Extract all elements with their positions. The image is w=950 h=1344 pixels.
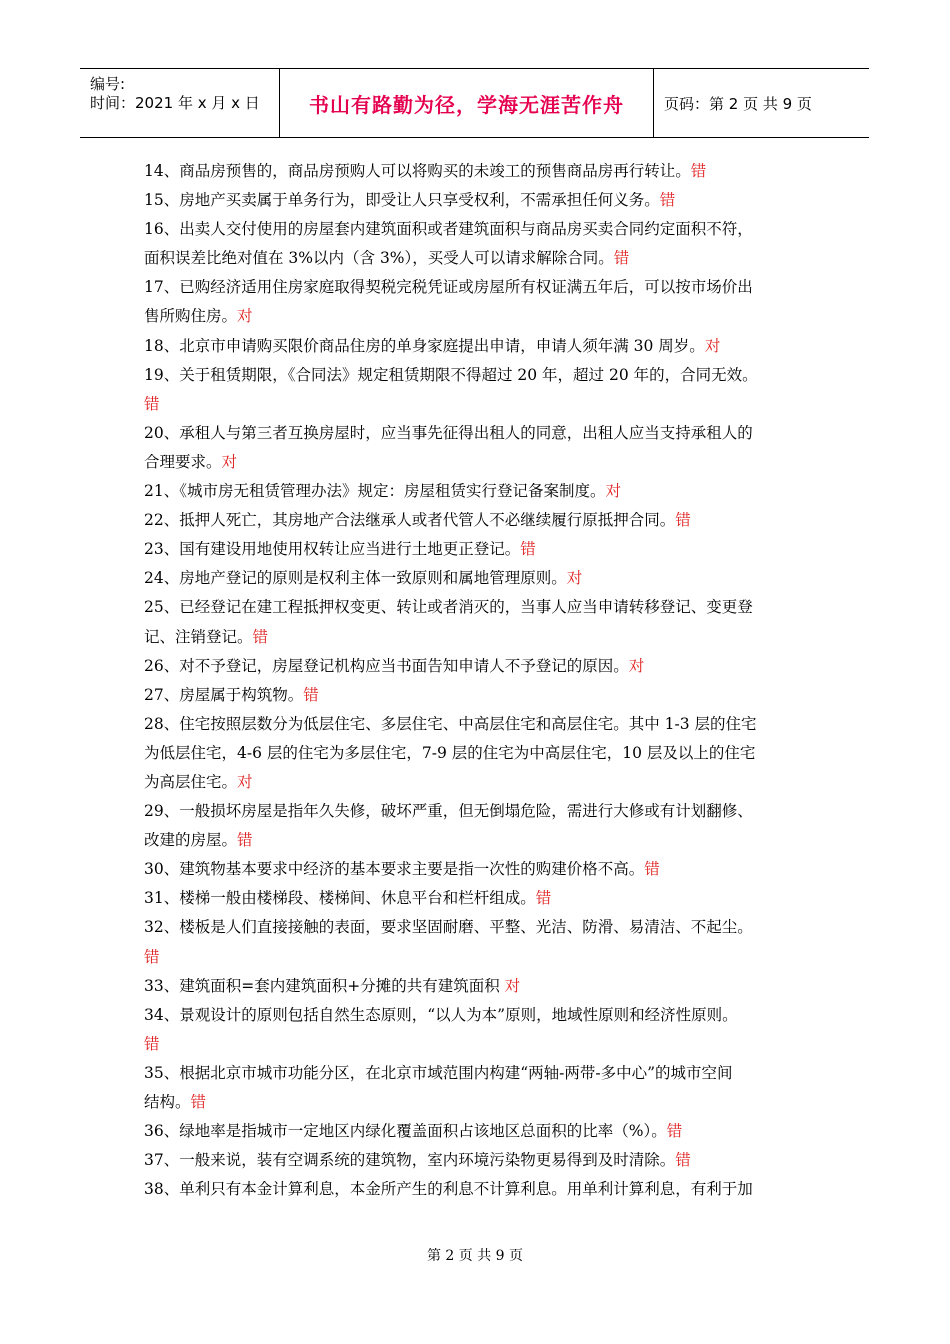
text-line [144, 797, 812, 826]
text-line [144, 710, 812, 739]
answer-mark: 对 [628, 656, 645, 675]
line-text: 24、房地产登记的原则是权利主体一致原则和属地管理原则。 [144, 569, 567, 588]
line-text: 16、出卖人交付使用的房屋套内建筑面积或者建筑面积与商品房买卖合同约定面积不符， [144, 220, 753, 239]
answer-mark: 错 [252, 627, 269, 646]
text-line [144, 332, 812, 361]
text-line [144, 361, 812, 390]
line-text: 35、根据北京市城市功能分区，在北京市域范围内构建“两轴-两带-多中心”的城市空间 [144, 1063, 733, 1082]
text-line [144, 1088, 812, 1117]
line-text: 为低层住宅，4-6 层的住宅为多层住宅，7-9 层的住宅为中高层住宅，10 层及以上的住宅 [144, 743, 756, 762]
line-text: 25、已经登记在建工程抵押权变更、转让或者消灭的，当事人应当申请转移登记、变更登 [144, 598, 753, 617]
line-text: 33、建筑面积=套内建筑面积+分摊的共有建筑面积 [144, 976, 505, 995]
answer-mark: 错 [659, 191, 676, 210]
text-line [144, 419, 812, 448]
time-label: 时间：2021 年 x 月 x 日 [90, 94, 260, 112]
line-text: 记、注销登记。 [144, 627, 253, 646]
answer-mark: 错 [535, 889, 552, 908]
line-text: 合理要求。 [144, 452, 222, 471]
line-text: 面积误差比绝对值在 3%以内（含 3%），买受人可以请求解除合同。 [144, 249, 614, 268]
line-text: 19、关于租赁期限，《合同法》规定租赁期限不得超过 20 年，超过 20 年的，合同无效。 [144, 365, 758, 384]
answer-mark: 错 [144, 394, 160, 413]
line-text: 38、单利只有本金计算利息，本金所产生的利息不计算利息。用单利计算利息，有利于加 [144, 1180, 753, 1199]
text-line [144, 157, 812, 186]
text-line [144, 477, 812, 506]
line-text: 改建的房屋。 [144, 831, 238, 850]
answer-mark: 错 [675, 511, 691, 530]
answer-mark: 错 [144, 947, 160, 966]
answer-mark: 对 [605, 482, 621, 501]
answer-mark: 对 [504, 976, 521, 995]
answer-mark: 错 [613, 249, 630, 268]
text-line [144, 681, 812, 710]
line-text: 为高层住宅。 [144, 772, 238, 791]
line-text: 37、一般来说，装有空调系统的建筑物，室内环境污染物更易得到及时清除。 [144, 1151, 676, 1170]
text-line [144, 186, 812, 215]
line-text: 32、楼板是人们直接接触的表面，要求坚固耐磨、平整、光洁、防滑、易清洁、不起尘。 [144, 918, 753, 937]
answer-mark: 错 [520, 540, 536, 559]
text-line [144, 943, 812, 972]
serial-label: 编号: [90, 75, 126, 93]
text-line [144, 448, 812, 477]
answer-mark: 错 [144, 1034, 160, 1053]
line-text: 14、商品房预售的，商品房预购人可以将购买的未竣工的预售商品房再行转让。 [144, 162, 691, 180]
header-motto: 书山有路勤为径，学海无涯苦作舟 [280, 69, 654, 137]
answer-mark: 错 [190, 1093, 207, 1111]
answer-mark: 错 [237, 831, 253, 850]
answer-mark: 错 [303, 685, 319, 704]
text-line [144, 884, 812, 913]
page-footer: 第 2 页 共 9 页 [426, 1248, 524, 1264]
text-line [144, 273, 812, 302]
text-line [144, 244, 812, 273]
line-text: 30、建筑物基本要求中经济的基本要求主要是指一次性的购建价格不高。 [144, 860, 645, 879]
answer-mark: 错 [644, 860, 660, 879]
line-text: 26、对不予登记，房屋登记机构应当书面告知申请人不予登记的原因。 [144, 656, 629, 675]
text-line [144, 739, 812, 768]
text-line [144, 1001, 812, 1030]
text-line [144, 826, 812, 855]
text-line [144, 623, 812, 652]
line-text: 15、房地产买卖属于单务行为，即受让人只享受权利，不需承担任何义务。 [144, 191, 660, 210]
line-text: 29、一般损坏房屋是指年久失修，破坏严重，但无倒塌危险，需进行大修或有计划翻修、 [144, 802, 753, 821]
text-line [144, 652, 812, 681]
line-text: 20、承租人与第三者互换房屋时，应当事先征得出租人的同意，出租人应当支持承租人的 [144, 423, 753, 442]
text-line [144, 768, 812, 797]
line-text: 22、抵押人死亡，其房地产合法继承人或者代管人不必继续履行原抵押合同。 [144, 511, 676, 530]
line-text: 31、楼梯一般由楼梯段、楼梯间、休息平台和栏杆组成。 [144, 889, 536, 908]
header-meta [80, 69, 280, 137]
answer-mark: 错 [690, 162, 707, 180]
line-text: 34、景观设计的原则包括自然生态原则，“以人为本”原则，地域性原则和经济性原则。 [144, 1005, 738, 1024]
text-line [144, 855, 812, 884]
text-line [144, 913, 812, 942]
text-line [144, 1146, 812, 1175]
text-line [144, 1117, 812, 1146]
text-line [144, 215, 812, 244]
line-text: 18、北京市申请购买限价商品住房的单身家庭提出申请，申请人须年满 30 周岁。 [144, 336, 705, 355]
text-line [144, 506, 812, 535]
text-line [144, 302, 812, 331]
answer-mark: 对 [221, 452, 238, 471]
text-line [144, 1175, 812, 1204]
answer-mark: 错 [666, 1122, 683, 1141]
text-line [144, 535, 812, 564]
line-text: 36、绿地率是指城市一定地区内绿化覆盖面积占该地区总面积的比率（%）。 [144, 1122, 667, 1141]
line-text: 21、《城市房无租赁管理办法》规定：房屋租赁实行登记备案制度。 [144, 482, 606, 501]
page-header [80, 68, 869, 138]
text-line [144, 593, 812, 622]
line-text: 结构。 [144, 1093, 191, 1111]
header-page-info: 页码：第 2 页 共 9 页 [664, 94, 812, 113]
answer-mark: 对 [237, 307, 253, 326]
answer-mark: 错 [675, 1151, 691, 1170]
answer-mark: 对 [704, 336, 721, 355]
line-text: 23、国有建设用地使用权转让应当进行土地更正登记。 [144, 540, 521, 559]
question-list [144, 157, 812, 1204]
text-line [144, 1030, 812, 1059]
line-text: 27、房屋属于构筑物。 [144, 685, 304, 704]
text-line [144, 1059, 812, 1088]
text-line [144, 972, 812, 1001]
line-text: 28、住宅按照层数分为低层住宅、多层住宅、中高层住宅和高层住宅。其中 1-3 层的住宅 [144, 714, 757, 733]
text-line [144, 390, 812, 419]
answer-mark: 对 [566, 569, 583, 588]
line-text: 售所购住房。 [144, 307, 238, 326]
answer-mark: 对 [237, 772, 253, 791]
text-line [144, 564, 812, 593]
line-text: 17、已购经济适用住房家庭取得契税完税凭证或房屋所有权证满五年后，可以按市场价出 [144, 278, 753, 297]
